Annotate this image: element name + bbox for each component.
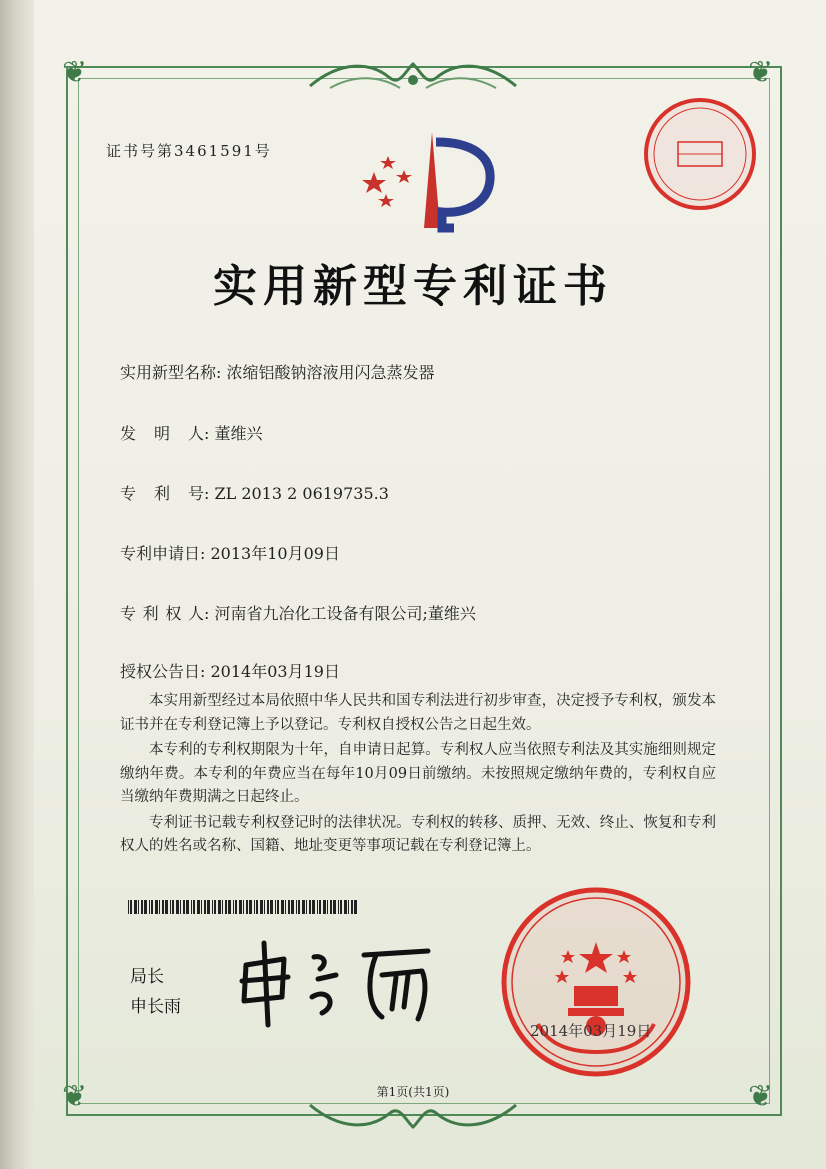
barcode-bar — [249, 900, 252, 914]
barcode-bar — [330, 900, 332, 914]
barcode-bar — [246, 900, 248, 914]
barcode-bar — [243, 900, 244, 914]
barcode-bar — [333, 900, 336, 914]
barcode-bar — [296, 900, 297, 914]
corner-ornament-icon: ❦ — [62, 55, 88, 90]
utility-model-name-row: 实用新型名称: 浓缩铝酸钠溶液用闪急蒸发器 — [120, 360, 435, 383]
barcode-bar — [130, 900, 132, 914]
barcode-bar — [351, 900, 353, 914]
barcode-bar — [285, 900, 286, 914]
barcode-bar — [144, 900, 147, 914]
grant-date-label: 授权公告日 — [120, 662, 201, 681]
corner-ornament-icon: ❦ — [748, 1079, 774, 1114]
barcode-icon — [128, 900, 358, 914]
barcode-bar — [327, 900, 328, 914]
stamp-duty-seal-icon — [642, 96, 758, 212]
application-date-row: 专利申请日: 2013年10月09日 — [120, 541, 340, 564]
patent-number-row: 专利号: ZL 2013 2 0619735.3 — [120, 481, 389, 504]
barcode-bar — [134, 900, 137, 914]
patentee-label: 专利权人 — [120, 604, 204, 623]
barcode-bar — [256, 900, 258, 914]
corner-ornament-icon: ❦ — [62, 1079, 88, 1114]
barcode-bar — [354, 900, 357, 914]
barcode-bar — [233, 900, 234, 914]
barcode-bar — [319, 900, 321, 914]
barcode-bar — [207, 900, 210, 914]
barcode-bar — [225, 900, 227, 914]
page-number: 第1页(共1页) — [376, 1085, 450, 1099]
barcode-bar — [344, 900, 347, 914]
barcode-bar — [254, 900, 255, 914]
barcode-bar — [214, 900, 216, 914]
barcode-bar — [176, 900, 179, 914]
barcode-bar — [159, 900, 160, 914]
binding-edge — [0, 0, 34, 1169]
barcode-bar — [191, 900, 192, 914]
barcode-bar — [212, 900, 213, 914]
barcode-bar — [218, 900, 221, 914]
barcode-bar — [201, 900, 202, 914]
seal-date: 2014年03月19日 — [530, 1022, 652, 1040]
barcode-bar — [228, 900, 231, 914]
barcode-bar — [151, 900, 153, 914]
barcode-bar — [235, 900, 237, 914]
barcode-bar — [197, 900, 200, 914]
grant-date-value: 2014年03月19日 — [210, 662, 340, 681]
bottom-ornament-icon — [300, 1095, 526, 1135]
barcode-bar — [312, 900, 315, 914]
barcode-bar — [288, 900, 290, 914]
inventor-label: 发明人 — [120, 424, 204, 443]
certificate-body — [120, 690, 716, 861]
barcode-bar — [149, 900, 150, 914]
barcode-bar — [281, 900, 284, 914]
utility-model-name-value: 浓缩铝酸钠溶液用闪急蒸发器 — [226, 363, 435, 382]
barcode-bar — [275, 900, 276, 914]
application-date-value: 2013年10月09日 — [210, 544, 340, 563]
application-date-label: 专利申请日 — [120, 544, 201, 563]
utility-model-name-label: 实用新型名称 — [120, 363, 217, 382]
barcode-bar — [162, 900, 164, 914]
barcode-bar — [193, 900, 195, 914]
barcode-bar — [260, 900, 263, 914]
patent-number-label: 专利号 — [120, 484, 204, 503]
grant-date-row: 授权公告日: 2014年03月19日 — [120, 659, 340, 682]
top-ornament-icon — [300, 56, 526, 96]
barcode-bar — [204, 900, 206, 914]
patentee-value: 河南省九冶化工设备有限公司;董维兴 — [214, 604, 476, 623]
barcode-bar — [306, 900, 307, 914]
barcode-bar — [309, 900, 311, 914]
corner-ornament-icon: ❦ — [748, 55, 774, 90]
barcode-bar — [270, 900, 273, 914]
director-signature-icon — [232, 935, 452, 1030]
barcode-bar — [186, 900, 189, 914]
barcode-bar — [264, 900, 265, 914]
barcode-bar — [180, 900, 181, 914]
director-title: 局长 — [130, 967, 164, 987]
barcode-bar — [239, 900, 242, 914]
barcode-bar — [317, 900, 318, 914]
inventor-value: 董维兴 — [214, 424, 263, 443]
barcode-bar — [141, 900, 143, 914]
barcode-bar — [172, 900, 174, 914]
barcode-bar — [165, 900, 168, 914]
barcode-bar — [298, 900, 300, 914]
body-paragraph: 专利证书记载专利权登记时的法律状况。专利权的转移、质押、无效、终止、恢复和专利权人的姓名或名称、国籍、地址变更等事项记载在专利登记簿上。 — [120, 814, 716, 854]
barcode-bar — [128, 900, 129, 914]
barcode-bar — [291, 900, 294, 914]
patentee-row: 专利权人: 河南省九冶化工设备有限公司;董维兴 — [120, 601, 476, 624]
body-paragraph: 本实用新型经过本局依照中华人民共和国专利法进行初步审查，决定授予专利权，颁发本证书并在专利登记簿上予以登记。专利权自授权公告之日起生效。 — [120, 693, 716, 733]
barcode-bar — [267, 900, 269, 914]
barcode-bar — [138, 900, 139, 914]
national-ip-administration-seal-icon — [498, 884, 694, 1080]
barcode-bar — [323, 900, 326, 914]
barcode-bar — [340, 900, 342, 914]
barcode-bar — [170, 900, 171, 914]
barcode-bar — [348, 900, 349, 914]
barcode-bar — [222, 900, 223, 914]
certificate-title: 实用新型专利证书 — [213, 261, 613, 312]
patent-number-value: ZL 2013 2 0619735.3 — [214, 484, 389, 503]
barcode-bar — [338, 900, 339, 914]
certificate-number: 证书号第3461591号 — [106, 142, 272, 160]
barcode-bar — [302, 900, 305, 914]
patent-office-emblem-icon — [360, 128, 500, 238]
inventor-row: 发明人: 董维兴 — [120, 421, 263, 444]
barcode-bar — [277, 900, 279, 914]
barcode-bar — [183, 900, 185, 914]
director-name: 申长雨 — [130, 997, 181, 1017]
barcode-bar — [155, 900, 158, 914]
body-paragraph: 本专利的专利权期限为十年，自申请日起算。专利权人应当依照专利法及其实施细则规定缴纳年费。本专利的年费应当在每年10月09日前缴纳。未按照规定缴纳年费的，专利权自应当缴纳年费期满之日起终止。 — [120, 742, 716, 805]
